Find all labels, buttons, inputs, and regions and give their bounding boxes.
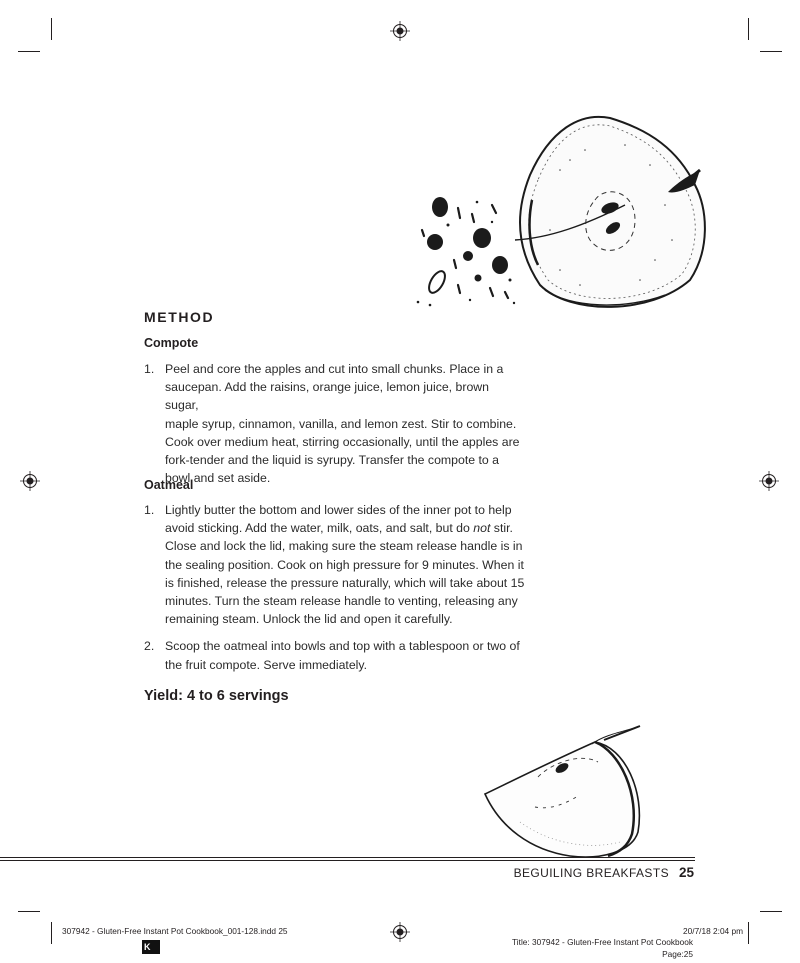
slug-filename: 307942 - Gluten-Free Instant Pot Cookbook_001-128.indd 25 bbox=[62, 926, 288, 936]
slug-title: Title: 307942 - Gluten-Free Instant Pot Cookbook bbox=[512, 937, 693, 947]
oatmeal-steps bbox=[144, 501, 529, 683]
footer-rule bbox=[0, 857, 695, 858]
footer-section-title: BEGUILING BREAKFASTS bbox=[513, 866, 669, 880]
step-line: Scoop the oatmeal into bowls and top with a tablespoon or two of bbox=[165, 639, 520, 654]
oatmeal-heading: Oatmeal bbox=[144, 478, 194, 492]
step-line: saucepan. Add the raisins, orange juice, lemon juice, brown sugar, bbox=[165, 380, 490, 413]
crop-mark bbox=[760, 51, 782, 52]
registration-target-icon bbox=[390, 922, 410, 942]
crop-mark bbox=[18, 51, 40, 52]
emphasis-text: not bbox=[473, 521, 491, 536]
step-line: the fruit compote. Serve immediately. bbox=[165, 657, 368, 672]
crop-mark bbox=[748, 18, 749, 40]
registration-target-icon bbox=[759, 471, 779, 491]
registration-target-icon bbox=[20, 471, 40, 491]
yield-text: Yield: 4 to 6 servings bbox=[144, 688, 289, 704]
crop-mark bbox=[51, 922, 52, 944]
step-text: avoid sticking. Add the water, milk, oats, and salt, but do bbox=[165, 521, 474, 536]
step-number: 1. bbox=[144, 503, 155, 517]
step-line: is finished, release the pressure naturally, which will take about 15 bbox=[165, 575, 525, 590]
list-item bbox=[144, 637, 529, 673]
step-line: Close and lock the lid, making sure the steam release handle is in bbox=[165, 539, 523, 554]
registration-target-icon bbox=[390, 21, 410, 41]
list-item bbox=[144, 501, 529, 628]
step-line: fork-tender and the liquid is syrupy. Transfer the compote to a bbox=[165, 453, 500, 468]
crop-mark bbox=[18, 911, 40, 912]
compote-heading: Compote bbox=[144, 336, 199, 350]
step-line: remaining steam. Unlock the lid and open it carefully. bbox=[165, 612, 453, 627]
step-line: Cook over medium heat, stirring occasionally, until the apples are bbox=[165, 434, 520, 449]
method-heading: METHOD bbox=[144, 309, 215, 325]
step-line: Lightly butter the bottom and lower sides of the inner pot to help bbox=[165, 503, 512, 517]
page-number: 25 bbox=[678, 865, 694, 880]
step-line: bowl and set aside. bbox=[165, 471, 271, 486]
crop-mark bbox=[748, 922, 749, 944]
slug-datetime: 20/7/18 2:04 pm bbox=[683, 926, 743, 936]
step-line: Peel and core the apples and cut into small chunks. Place in a bbox=[165, 362, 504, 376]
footer-rule bbox=[0, 860, 695, 861]
k-mark: K bbox=[142, 940, 160, 954]
step-number: 1. bbox=[144, 362, 155, 376]
step-text: stir. bbox=[490, 521, 513, 536]
slug-page: Page:25 bbox=[662, 949, 693, 959]
list-item bbox=[144, 360, 524, 487]
step-line: minutes. Turn the steam release handle to venting, releasing any bbox=[165, 594, 518, 609]
apple-slice-illustration bbox=[480, 722, 650, 862]
crop-mark bbox=[760, 911, 782, 912]
compote-steps bbox=[144, 360, 524, 496]
step-line: maple syrup, cinnamon, vanilla, and lemon zest. Stir to combine. bbox=[165, 416, 517, 431]
step-number: 2. bbox=[144, 639, 155, 654]
running-footer bbox=[514, 865, 694, 880]
step-line bbox=[165, 519, 529, 537]
halved-apple-illustration bbox=[410, 110, 710, 315]
crop-mark bbox=[51, 18, 52, 40]
step-line: the sealing position. Cook on high pressure for 9 minutes. When it bbox=[165, 557, 524, 572]
